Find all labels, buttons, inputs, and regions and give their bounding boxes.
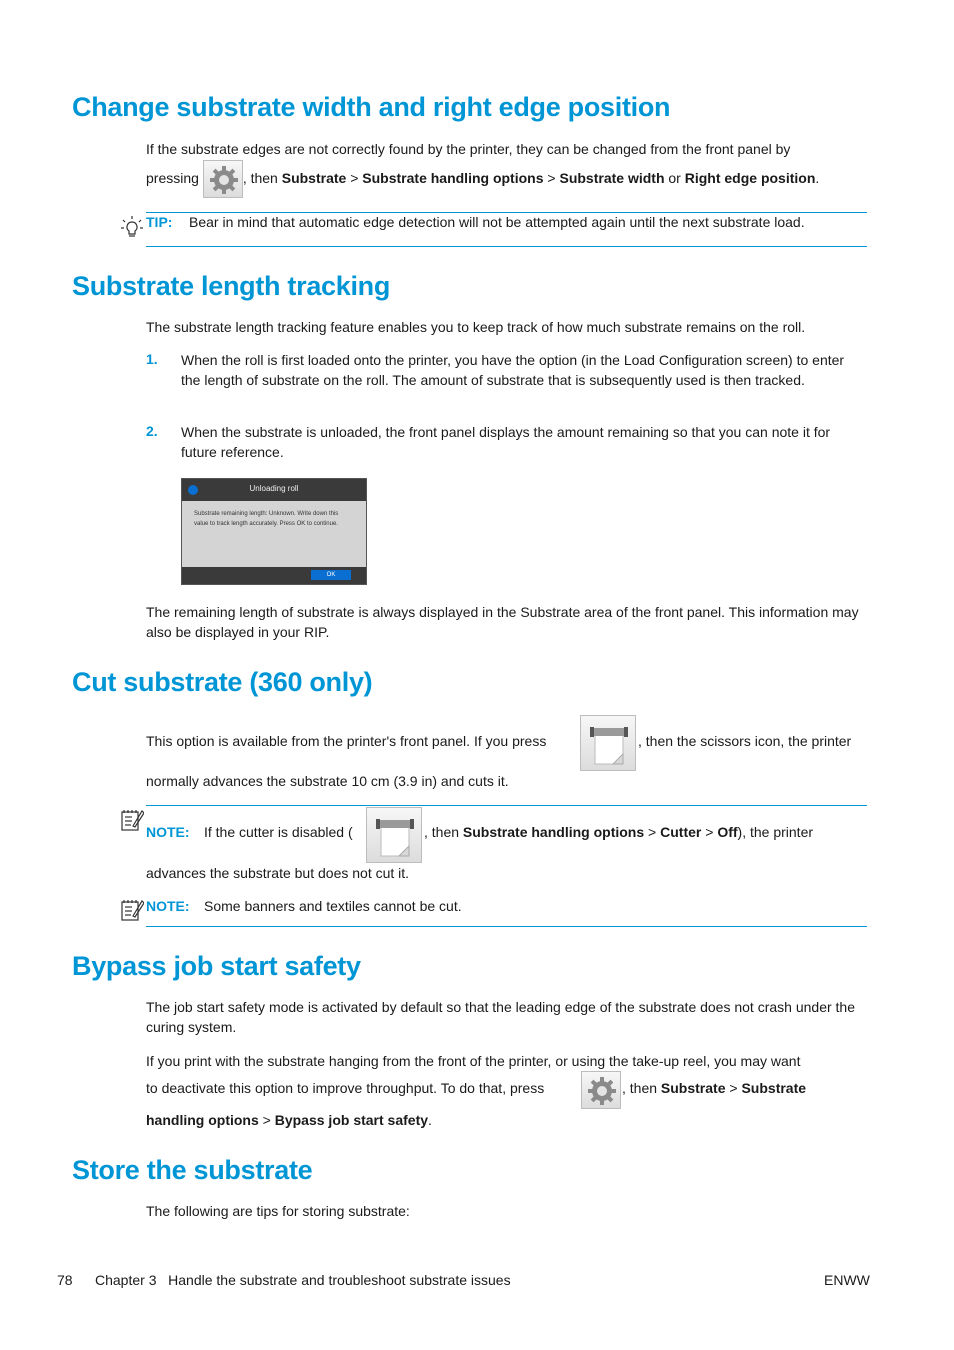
note-icon xyxy=(120,808,144,837)
paragraph-s2-intro: The substrate length tracking feature enables you to keep track of how much substrate remains on the roll. xyxy=(146,319,806,335)
paragraph-s5-intro: The following are tips for storing substrate: xyxy=(146,1203,410,1219)
step-number-2: 2. xyxy=(146,423,158,439)
step-2-text: When the substrate is unloaded, the front panel displays the amount remaining so that you can note it for future reference. xyxy=(181,424,831,460)
tip-label: TIP: xyxy=(146,214,173,230)
step-1-text: When the roll is first loaded onto the printer, you have the option (in the Load Configuration screen) to enter the length of substrate on the roll. The amount of substrate that is subsequently used is then tracked. xyxy=(181,352,845,388)
s3-line2: normally advances the substrate 10 cm (3.9 in) and cuts it. xyxy=(146,773,509,789)
paragraph-s4-p1: The job start safety mode is activated by default so that the leading edge of the substrate does not crash under the curing system. xyxy=(146,999,855,1035)
unloading-roll-dialog xyxy=(181,478,367,585)
paragraph-s4-p2b: to deactivate this option to improve throughput. To do that, press xyxy=(146,1080,545,1096)
note-icon xyxy=(120,898,144,927)
step-number-1: 1. xyxy=(146,351,158,367)
paragraph-s2-outro: The remaining length of substrate is always displayed in the Substrate area of the front panel. This information may also be displayed in your RIP. xyxy=(146,604,859,640)
paragraph-s4-p2a: If you print with the substrate hanging from the front of the printer, or using the take-up reel, you may want xyxy=(146,1053,801,1069)
dialog-ok-button[interactable]: OK xyxy=(311,570,351,580)
note-bottom-rule xyxy=(146,926,867,927)
substrate-roll-icon[interactable] xyxy=(580,715,636,771)
tip-text: Bear in mind that automatic edge detection will not be attempted again until the next substrate load. xyxy=(189,214,805,230)
paragraph-s1-line2: pressing , then Substrate > Substrate handling options > Substrate width or Right edge position. xyxy=(146,158,866,198)
footer-right: ENWW xyxy=(824,1272,870,1288)
dialog-footer xyxy=(182,567,366,584)
tip-top-rule xyxy=(146,212,867,213)
paragraph-s1-line1: If the substrate edges are not correctly found by the printer, they can be changed from the front panel by xyxy=(146,141,791,157)
page-number: 78 xyxy=(57,1272,73,1288)
note1-b: , then Substrate handling options > Cutter > Off), the printer xyxy=(424,824,814,840)
dialog-title-bar xyxy=(182,479,366,501)
note-label-1: NOTE: xyxy=(146,824,190,840)
lightbulb-icon xyxy=(121,216,143,245)
note2-text: Some banners and textiles cannot be cut. xyxy=(204,898,462,914)
heading-bypass-safety: Bypass job start safety xyxy=(72,951,361,981)
note1-d: advances the substrate but does not cut it. xyxy=(146,865,410,881)
s4-path-end: handling options > Bypass job start safety. xyxy=(146,1112,432,1128)
heading-cut-substrate: Cut substrate (360 only) xyxy=(72,667,373,697)
dialog-title: Unloading roll xyxy=(249,484,299,493)
chapter-title: Chapter 3 Handle the substrate and troubleshoot substrate issues xyxy=(95,1272,511,1288)
tip-bottom-rule xyxy=(146,246,867,247)
gear-icon[interactable] xyxy=(581,1071,621,1109)
s4-then: , then Substrate > Substrate xyxy=(622,1080,807,1096)
note-label-2: NOTE: xyxy=(146,898,190,914)
dialog-message: Substrate remaining length: Unknown. Write down this value to track length accurately. Press OK to continue. xyxy=(194,511,339,527)
s3-line1b: , then the scissors icon, the printer xyxy=(638,733,852,749)
substrate-roll-icon[interactable] xyxy=(366,807,422,863)
heading-store-substrate: Store the substrate xyxy=(72,1155,313,1185)
note-top-rule xyxy=(146,805,867,806)
s3-line1a: This option is available from the printer's front panel. If you press xyxy=(146,733,547,749)
gear-icon[interactable] xyxy=(203,160,243,198)
note1-a: If the cutter is disabled ( xyxy=(204,824,353,840)
heading-length-tracking: Substrate length tracking xyxy=(72,271,391,301)
heading-change-width: Change substrate width and right edge position xyxy=(72,92,671,122)
